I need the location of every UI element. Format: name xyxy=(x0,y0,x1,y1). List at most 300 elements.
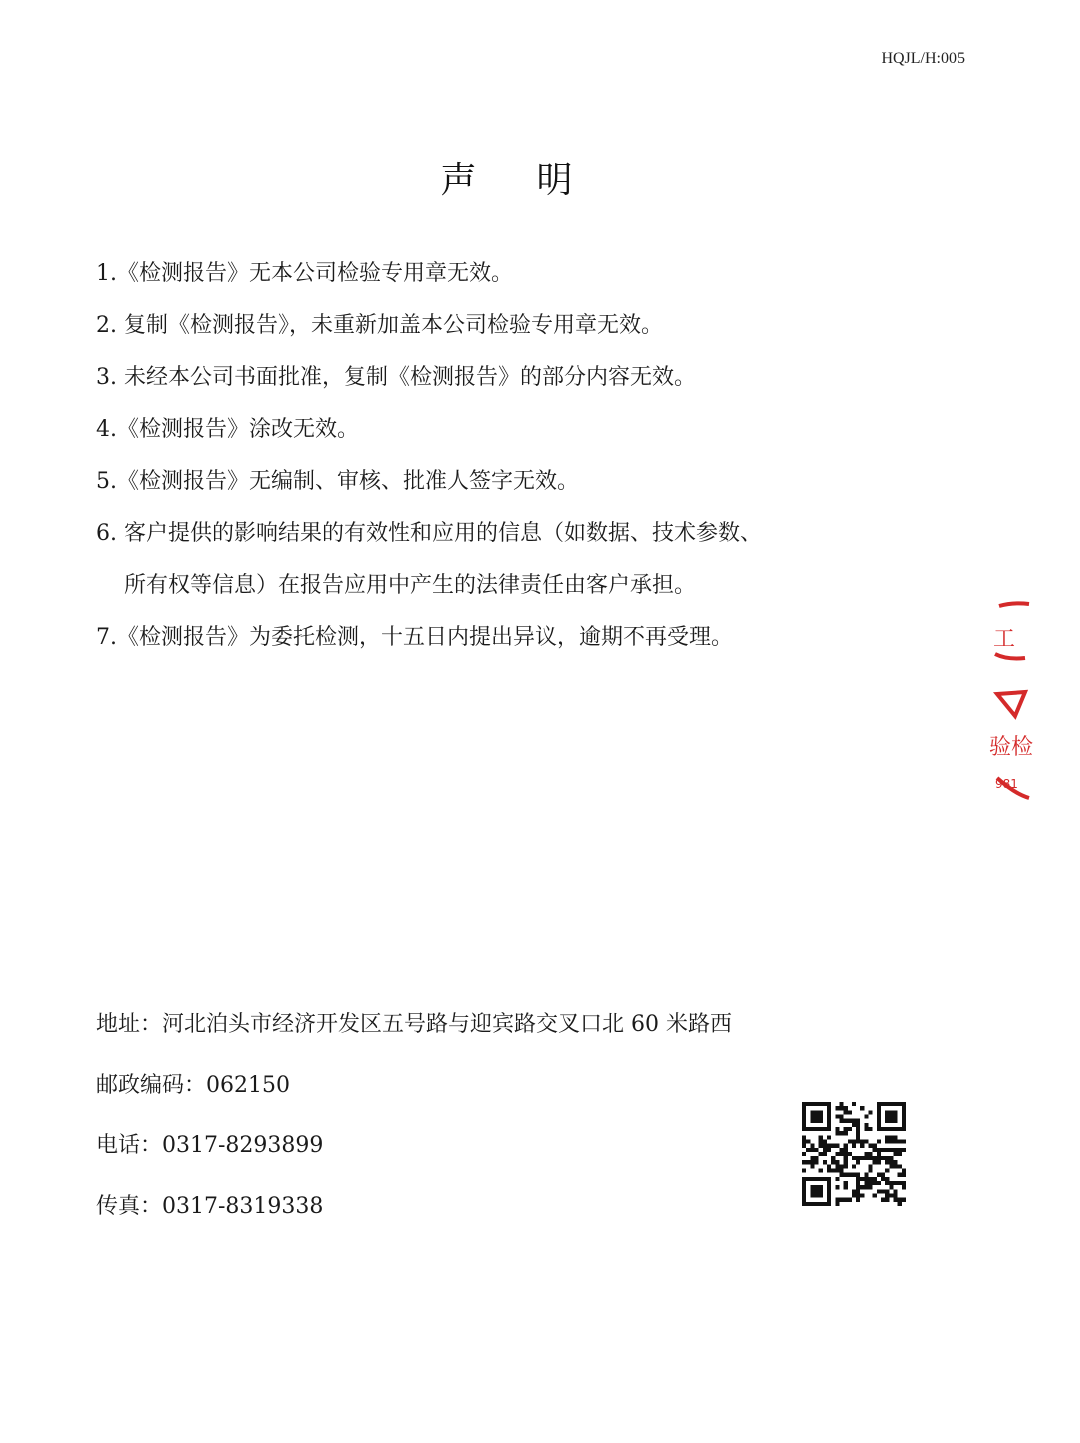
qr-module xyxy=(819,1177,823,1181)
qr-module xyxy=(802,1119,806,1123)
qr-module xyxy=(898,1181,902,1185)
qr-module xyxy=(827,1189,831,1193)
qr-module xyxy=(835,1202,839,1206)
svg-text:工: 工 xyxy=(993,627,1016,652)
qr-module xyxy=(814,1177,818,1181)
qr-module xyxy=(819,1102,823,1106)
qr-module xyxy=(860,1194,864,1198)
qr-module xyxy=(877,1110,881,1114)
qr-module xyxy=(889,1194,893,1198)
qr-module xyxy=(802,1202,806,1206)
qr-module xyxy=(852,1194,856,1198)
qr-module xyxy=(856,1181,860,1185)
qr-module xyxy=(898,1139,902,1143)
qr-module xyxy=(894,1102,898,1106)
qr-module xyxy=(802,1102,806,1106)
qr-module xyxy=(810,1110,814,1114)
qr-module xyxy=(819,1189,823,1193)
qr-module xyxy=(864,1181,868,1185)
qr-module xyxy=(856,1189,860,1193)
page-title: 声明 xyxy=(440,160,633,202)
qr-module xyxy=(885,1189,889,1193)
qr-module xyxy=(869,1177,873,1181)
qr-module xyxy=(819,1144,823,1148)
qr-module xyxy=(802,1198,806,1202)
qr-module xyxy=(889,1127,893,1131)
qr-module xyxy=(869,1164,873,1168)
qr-module xyxy=(806,1102,810,1106)
qr-module xyxy=(856,1156,860,1160)
statement-item xyxy=(96,300,896,352)
qr-module xyxy=(885,1114,889,1118)
qr-module xyxy=(835,1177,839,1181)
qr-module xyxy=(839,1106,843,1110)
qr-module xyxy=(844,1144,848,1148)
qr-module xyxy=(873,1144,877,1148)
qr-module xyxy=(827,1169,831,1173)
qr-module xyxy=(889,1164,893,1168)
qr-module xyxy=(819,1119,823,1123)
qr-module xyxy=(806,1139,810,1143)
qr-module xyxy=(864,1123,868,1127)
qr-module xyxy=(827,1106,831,1110)
qr-module xyxy=(844,1152,848,1156)
qr-module xyxy=(802,1177,806,1181)
qr-module xyxy=(848,1119,852,1123)
qr-module xyxy=(844,1173,848,1177)
qr-module xyxy=(856,1135,860,1139)
qr-module xyxy=(902,1123,906,1127)
qr-module xyxy=(889,1160,893,1164)
statement-list xyxy=(96,248,896,664)
qr-module xyxy=(848,1173,852,1177)
statement-item xyxy=(96,508,896,612)
qr-module xyxy=(827,1144,831,1148)
qr-module xyxy=(810,1114,814,1118)
qr-module xyxy=(889,1185,893,1189)
qr-module xyxy=(802,1181,806,1185)
qr-module xyxy=(877,1152,881,1156)
qr-module xyxy=(902,1106,906,1110)
qr-module xyxy=(856,1194,860,1198)
qr-module xyxy=(819,1202,823,1206)
qr-module xyxy=(889,1181,893,1185)
qr-module xyxy=(810,1144,814,1148)
qr-module xyxy=(819,1114,823,1118)
qr-module xyxy=(860,1177,864,1181)
qr-module xyxy=(894,1181,898,1185)
qr-module xyxy=(835,1144,839,1148)
qr-module xyxy=(802,1114,806,1118)
qr-module xyxy=(848,1139,852,1143)
qr-module xyxy=(835,1114,839,1118)
postcode-line: 邮政编码：062150 xyxy=(96,1072,290,1098)
qr-module xyxy=(835,1160,839,1164)
qr-module xyxy=(877,1123,881,1127)
qr-module xyxy=(814,1160,818,1164)
qr-module xyxy=(827,1135,831,1139)
qr-module xyxy=(844,1148,848,1152)
qr-module xyxy=(864,1173,868,1177)
qr-module xyxy=(823,1102,827,1106)
qr-module xyxy=(869,1156,873,1160)
qr-module xyxy=(889,1119,893,1123)
qr-module xyxy=(894,1164,898,1168)
qr-module xyxy=(827,1164,831,1168)
phone-line: 电话：0317-8293899 xyxy=(96,1133,324,1158)
qr-module xyxy=(823,1202,827,1206)
qr-module xyxy=(869,1127,873,1131)
qr-module xyxy=(856,1127,860,1131)
statement-text: 3. 未经本公司书面批准，复制《检测报告》的部分内容无效。 xyxy=(96,365,696,390)
qr-module xyxy=(844,1156,848,1160)
qr-module xyxy=(902,1169,906,1173)
qr-module xyxy=(835,1127,839,1131)
qr-module xyxy=(852,1139,856,1143)
svg-text:981: 981 xyxy=(995,777,1018,791)
qr-module xyxy=(827,1110,831,1114)
qr-module xyxy=(835,1152,839,1156)
qr-module xyxy=(894,1189,898,1193)
qr-module xyxy=(894,1135,898,1139)
qr-module xyxy=(885,1181,889,1185)
qr-module xyxy=(894,1198,898,1202)
qr-module xyxy=(823,1160,827,1164)
statement-text: 5.《检测报告》无编制、审核、批准人签字无效。 xyxy=(96,469,579,494)
qr-module xyxy=(844,1181,848,1185)
qr-module xyxy=(894,1194,898,1198)
qr-module xyxy=(898,1164,902,1168)
statement-item xyxy=(96,248,896,300)
qr-module xyxy=(885,1160,889,1164)
qr-module xyxy=(827,1127,831,1131)
qr-module xyxy=(902,1173,906,1177)
statement-item xyxy=(96,352,896,404)
qr-module xyxy=(835,1164,839,1168)
qr-module xyxy=(844,1160,848,1164)
qr-module xyxy=(881,1127,885,1131)
qr-module xyxy=(839,1169,843,1173)
qr-module xyxy=(898,1173,902,1177)
statement-item xyxy=(96,456,896,508)
qr-module xyxy=(819,1139,823,1143)
qr-module xyxy=(885,1194,889,1198)
qr-module xyxy=(827,1181,831,1185)
qr-module xyxy=(839,1198,843,1202)
qr-module xyxy=(802,1139,806,1143)
qr-module xyxy=(869,1144,873,1148)
qr-module xyxy=(827,1102,831,1106)
qr-module xyxy=(902,1110,906,1114)
qr-module xyxy=(827,1148,831,1152)
qr-module xyxy=(810,1189,814,1193)
qr-module xyxy=(814,1194,818,1198)
qr-module xyxy=(889,1110,893,1114)
qr-module xyxy=(869,1185,873,1189)
qr-module xyxy=(873,1148,877,1152)
qr-module xyxy=(898,1148,902,1152)
qr-module xyxy=(873,1160,877,1164)
qr-module xyxy=(844,1110,848,1114)
qr-module xyxy=(894,1127,898,1131)
qr-module xyxy=(802,1194,806,1198)
qr-module xyxy=(835,1185,839,1189)
qr-module xyxy=(810,1127,814,1131)
qr-module xyxy=(819,1194,823,1198)
qr-module xyxy=(844,1119,848,1123)
qr-module xyxy=(810,1102,814,1106)
qr-module xyxy=(902,1102,906,1106)
qr-module xyxy=(802,1127,806,1131)
qr-module xyxy=(802,1160,806,1164)
qr-module xyxy=(852,1156,856,1160)
qr-module xyxy=(864,1156,868,1160)
qr-module xyxy=(894,1114,898,1118)
qr-module xyxy=(839,1119,843,1123)
qr-module xyxy=(885,1127,889,1131)
qr-module xyxy=(839,1102,843,1106)
qr-module xyxy=(881,1198,885,1202)
qr-module xyxy=(835,1131,839,1135)
qr-module xyxy=(844,1127,848,1131)
qr-module xyxy=(810,1164,814,1168)
qr-module xyxy=(802,1123,806,1127)
qr-module xyxy=(839,1131,843,1135)
qr-module xyxy=(802,1185,806,1189)
qr-module xyxy=(856,1177,860,1181)
qr-module xyxy=(856,1139,860,1143)
qr-module xyxy=(806,1148,810,1152)
statement-continuation: 所有权等信息）在报告应用中产生的法律责任由客户承担。 xyxy=(124,573,697,598)
qr-module xyxy=(860,1106,864,1110)
qr-module xyxy=(827,1185,831,1189)
qr-module xyxy=(889,1135,893,1139)
qr-module xyxy=(902,1139,906,1143)
qr-module xyxy=(852,1164,856,1168)
qr-module xyxy=(902,1119,906,1123)
qr-module xyxy=(864,1152,868,1156)
qr-module xyxy=(869,1152,873,1156)
qr-module xyxy=(806,1177,810,1181)
qr-module xyxy=(835,1198,839,1202)
qr-module xyxy=(894,1160,898,1164)
qr-module xyxy=(898,1127,902,1131)
qr-module xyxy=(831,1144,835,1148)
qr-module xyxy=(894,1110,898,1114)
qr-module xyxy=(885,1156,889,1160)
qr-module xyxy=(823,1127,827,1131)
qr-module xyxy=(881,1156,885,1160)
qr-module xyxy=(835,1169,839,1173)
qr-module xyxy=(873,1177,877,1181)
qr-module xyxy=(877,1173,881,1177)
qr-module xyxy=(860,1144,864,1148)
qr-module xyxy=(860,1156,864,1160)
qr-module xyxy=(852,1173,856,1177)
qr-module xyxy=(894,1148,898,1152)
statement-text: 6. 客户提供的影响结果的有效性和应用的信息（如数据、技术参数、 xyxy=(96,521,762,546)
qr-module xyxy=(877,1156,881,1160)
qr-module xyxy=(869,1110,873,1114)
qr-module xyxy=(839,1114,843,1118)
qr-module xyxy=(856,1119,860,1123)
qr-module xyxy=(889,1148,893,1152)
qr-module xyxy=(835,1106,839,1110)
qr-module xyxy=(810,1185,814,1189)
qr-module xyxy=(894,1152,898,1156)
qr-module xyxy=(856,1160,860,1164)
qr-module xyxy=(819,1169,823,1173)
qr-module xyxy=(844,1185,848,1189)
qr-module xyxy=(831,1160,835,1164)
qr-module xyxy=(889,1102,893,1106)
qr-module xyxy=(856,1198,860,1202)
qr-module xyxy=(810,1148,814,1152)
qr-module xyxy=(873,1194,877,1198)
qr-module xyxy=(810,1194,814,1198)
statement-item xyxy=(96,404,896,456)
qr-module xyxy=(827,1123,831,1127)
qr-module xyxy=(885,1110,889,1114)
qr-module xyxy=(852,1119,856,1123)
qr-module xyxy=(877,1102,881,1106)
qr-module xyxy=(839,1173,843,1177)
qr-module xyxy=(802,1106,806,1110)
qr-module xyxy=(877,1189,881,1193)
qr-module xyxy=(877,1114,881,1118)
qr-module xyxy=(864,1177,868,1181)
qr-module xyxy=(810,1156,814,1160)
qr-module xyxy=(877,1119,881,1123)
qr-module xyxy=(844,1198,848,1202)
qr-module xyxy=(885,1139,889,1143)
qr-module xyxy=(864,1139,868,1143)
fax-line: 传真：0317-8319338 xyxy=(96,1193,324,1219)
qr-module xyxy=(814,1189,818,1193)
qr-module xyxy=(802,1189,806,1193)
qr-module xyxy=(827,1198,831,1202)
qr-module xyxy=(852,1189,856,1193)
qr-module xyxy=(881,1173,885,1177)
qr-module xyxy=(902,1198,906,1202)
qr-module xyxy=(814,1102,818,1106)
qr-module xyxy=(873,1181,877,1185)
qr-module xyxy=(839,1164,843,1168)
qr-code-icon xyxy=(802,1102,906,1206)
partial-seal-stamp xyxy=(985,598,1035,808)
qr-module xyxy=(819,1110,823,1114)
qr-module xyxy=(898,1202,902,1206)
qr-module xyxy=(819,1185,823,1189)
qr-module xyxy=(827,1202,831,1206)
qr-module xyxy=(839,1148,843,1152)
qr-module xyxy=(856,1131,860,1135)
qr-module xyxy=(802,1152,806,1156)
qr-module xyxy=(839,1152,843,1156)
qr-module xyxy=(856,1123,860,1127)
qr-module xyxy=(856,1185,860,1189)
qr-module xyxy=(814,1148,818,1152)
qr-module xyxy=(827,1177,831,1181)
qr-module xyxy=(877,1160,881,1164)
contact-info xyxy=(96,995,856,1237)
qr-module xyxy=(889,1139,893,1143)
qr-module xyxy=(819,1135,823,1139)
qr-module xyxy=(881,1189,885,1193)
qr-module xyxy=(810,1202,814,1206)
qr-module xyxy=(831,1169,835,1173)
qr-module xyxy=(864,1127,868,1131)
qr-module xyxy=(877,1139,881,1143)
qr-module xyxy=(848,1127,852,1131)
qr-module xyxy=(877,1148,881,1152)
qr-module xyxy=(802,1135,806,1139)
qr-module xyxy=(852,1123,856,1127)
qr-module xyxy=(844,1131,848,1135)
qr-module xyxy=(852,1102,856,1106)
qr-module xyxy=(902,1114,906,1118)
qr-module xyxy=(819,1127,823,1131)
qr-module xyxy=(881,1102,885,1106)
qr-module xyxy=(823,1148,827,1152)
qr-module xyxy=(898,1102,902,1106)
statement-text: 7.《检测报告》为委托检测，十五日内提出异议，逾期不再受理。 xyxy=(96,625,733,650)
qr-module xyxy=(823,1144,827,1148)
qr-module xyxy=(844,1164,848,1168)
qr-module xyxy=(881,1148,885,1152)
qr-module xyxy=(864,1114,868,1118)
qr-module xyxy=(869,1169,873,1173)
qr-module xyxy=(885,1102,889,1106)
qr-module xyxy=(898,1198,902,1202)
qr-module xyxy=(823,1177,827,1181)
qr-module xyxy=(902,1181,906,1185)
qr-module xyxy=(848,1152,852,1156)
qr-module xyxy=(860,1139,864,1143)
qr-module xyxy=(885,1148,889,1152)
qr-module xyxy=(814,1127,818,1131)
qr-module xyxy=(844,1106,848,1110)
qr-module xyxy=(885,1169,889,1173)
statement-item xyxy=(96,612,896,664)
qr-module xyxy=(848,1198,852,1202)
statement-text: 2. 复制《检测报告》，未重新加盖本公司检验专用章无效。 xyxy=(96,313,663,338)
qr-module xyxy=(881,1177,885,1181)
qr-module xyxy=(885,1135,889,1139)
qr-module xyxy=(885,1119,889,1123)
qr-module xyxy=(894,1119,898,1123)
qr-module xyxy=(806,1127,810,1131)
qr-module xyxy=(814,1156,818,1160)
statement-text: 4.《检测报告》涂改无效。 xyxy=(96,417,359,442)
qr-module xyxy=(806,1202,810,1206)
qr-module xyxy=(877,1127,881,1131)
qr-module xyxy=(802,1110,806,1114)
qr-module xyxy=(885,1198,889,1202)
qr-module xyxy=(848,1110,852,1114)
qr-module xyxy=(814,1110,818,1114)
qr-module xyxy=(827,1119,831,1123)
qr-module xyxy=(889,1156,893,1160)
qr-module xyxy=(860,1185,864,1189)
qr-module xyxy=(877,1181,881,1185)
qr-module xyxy=(869,1181,873,1185)
qr-module xyxy=(814,1185,818,1189)
qr-module xyxy=(885,1177,889,1181)
qr-module xyxy=(810,1160,814,1164)
qr-module xyxy=(810,1177,814,1181)
qr-module xyxy=(806,1160,810,1164)
